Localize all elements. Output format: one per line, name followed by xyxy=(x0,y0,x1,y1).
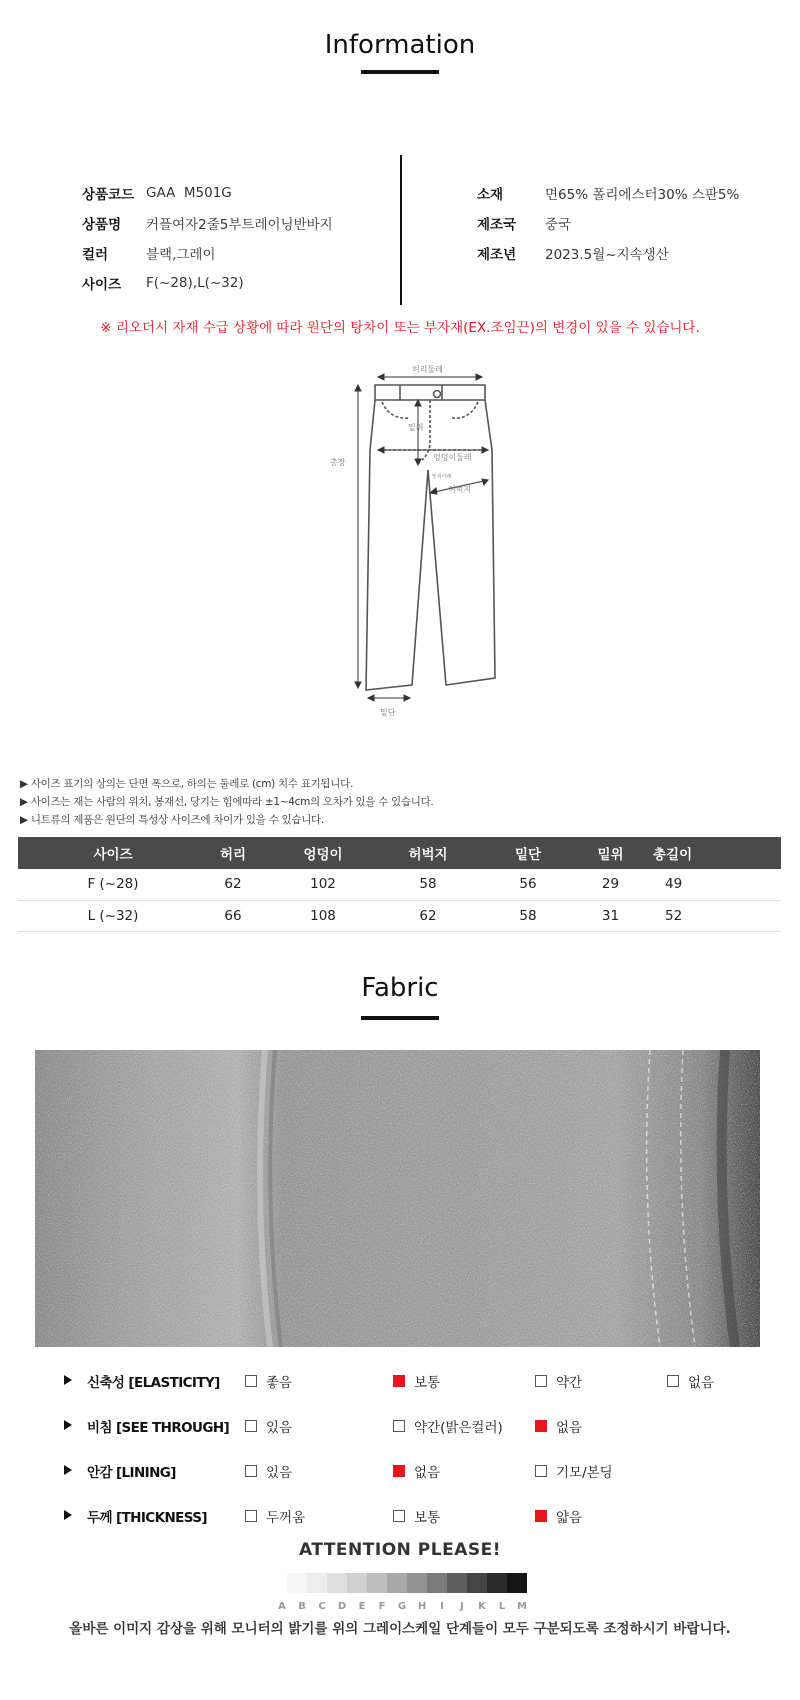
grayscale-letter: B xyxy=(298,1601,306,1612)
diagram-label-rise: 밑위 xyxy=(408,423,424,432)
table-cell: 56 xyxy=(468,869,588,900)
option-label: 없음 xyxy=(556,1420,583,1436)
property-name: 두께 [THICKNESS] xyxy=(87,1510,207,1526)
fabric-title: Fabric xyxy=(361,973,439,1003)
size-table-header: 밑위 xyxy=(588,837,633,869)
diagram-label-total: 총장 xyxy=(330,458,346,467)
info-label-code: 상품코드 xyxy=(82,187,135,203)
size-table-header: 허리 xyxy=(208,837,258,869)
table-cell: 58 xyxy=(388,869,468,900)
option-label: 두꺼움 xyxy=(266,1510,306,1526)
arrow-right-icon xyxy=(64,1375,72,1385)
info-right-column xyxy=(477,178,739,268)
grayscale-letter: G xyxy=(397,1601,407,1612)
checkbox-icon xyxy=(393,1420,405,1432)
pants-size-diagram xyxy=(330,360,530,730)
option-label: 좋음 xyxy=(266,1375,293,1391)
info-value-name: 커플여자2줄5부트레이닝반바지 xyxy=(146,217,333,233)
property-option xyxy=(245,1371,292,1391)
info-value-color: 블랙,그레이 xyxy=(146,247,216,263)
size-table-header: 밑단 xyxy=(468,837,588,869)
information-title: Information xyxy=(324,30,476,60)
grayscale-letter: J xyxy=(460,1601,464,1612)
table-cell: F (~28) xyxy=(18,869,208,900)
option-label: 기모/본딩 xyxy=(556,1465,613,1481)
size-table-header: 총길이 xyxy=(633,837,781,869)
property-option xyxy=(393,1506,440,1526)
property-option xyxy=(535,1371,582,1391)
grayscale-cell xyxy=(327,1573,347,1593)
property-option xyxy=(393,1461,440,1481)
grayscale-cell xyxy=(427,1573,447,1593)
grayscale-letters xyxy=(272,1601,532,1612)
checkbox-checked-icon xyxy=(393,1375,405,1387)
grayscale-cell xyxy=(387,1573,407,1593)
property-row-elasticity xyxy=(0,1362,800,1407)
diagram-label-crotch: 밑위아래 xyxy=(432,474,452,480)
info-label-country: 제조국 xyxy=(477,217,517,233)
grayscale-cell xyxy=(507,1573,527,1593)
grayscale-letter: D xyxy=(337,1601,347,1612)
property-row-thickness xyxy=(0,1497,800,1542)
checkbox-icon xyxy=(245,1510,257,1522)
grayscale-letter: I xyxy=(440,1601,444,1612)
info-left-column xyxy=(82,178,333,298)
size-table xyxy=(18,837,781,932)
checkbox-checked-icon xyxy=(393,1465,405,1477)
property-row-see-through xyxy=(0,1407,800,1452)
info-value-country: 중국 xyxy=(545,217,572,233)
table-cell: 66 xyxy=(208,900,258,931)
info-label-color: 컬러 xyxy=(82,247,109,263)
information-title-underline xyxy=(361,70,439,74)
property-option xyxy=(535,1461,613,1481)
fabric-closeup-image xyxy=(35,1050,760,1347)
option-label: 약간(밝은컬러) xyxy=(414,1420,503,1436)
reorder-notice: ※ 리오더시 자재 수급 상황에 따라 원단의 탕차이 또는 부자재(EX.조임끈)의 변경이 있을 수 있습니다. xyxy=(100,320,700,336)
grayscale-bar xyxy=(287,1573,527,1593)
grayscale-cell xyxy=(407,1573,427,1593)
size-note: ▶ 사이즈는 재는 사람의 위치, 봉재선, 당기는 힘에따라 ±1~4cm의 오차가 있을 수 있습니다. xyxy=(20,796,434,808)
checkbox-icon xyxy=(245,1375,257,1387)
table-cell: 62 xyxy=(388,900,468,931)
property-row-lining xyxy=(0,1452,800,1497)
grayscale-letter: E xyxy=(358,1601,366,1612)
table-row xyxy=(18,900,781,931)
diagram-label-hem: 밑단 xyxy=(380,708,396,717)
option-label: 보통 xyxy=(414,1375,441,1391)
attention-title: ATTENTION PLEASE! xyxy=(299,1540,501,1560)
checkbox-checked-icon xyxy=(535,1420,547,1432)
grayscale-cell xyxy=(367,1573,387,1593)
property-name: 안감 [LINING] xyxy=(87,1465,176,1481)
table-row xyxy=(18,869,781,900)
grayscale-cell xyxy=(287,1573,307,1593)
property-option xyxy=(245,1461,292,1481)
grayscale-letter: L xyxy=(498,1601,506,1612)
checkbox-icon xyxy=(667,1375,679,1387)
info-divider xyxy=(400,155,402,305)
table-cell: 29 xyxy=(588,869,633,900)
grayscale-cell xyxy=(347,1573,367,1593)
table-cell: 108 xyxy=(258,900,388,931)
table-cell: 49 xyxy=(633,869,781,900)
size-note: ▶ 니트류의 제품은 원단의 특성상 사이즈에 차이가 있을 수 있습니다. xyxy=(20,814,324,826)
info-value-code: GAA M501G xyxy=(146,185,232,201)
checkbox-icon xyxy=(535,1375,547,1387)
size-table-header: 허벅지 xyxy=(388,837,468,869)
property-option xyxy=(245,1506,305,1526)
grayscale-cell xyxy=(447,1573,467,1593)
grayscale-cell xyxy=(487,1573,507,1593)
grayscale-letter: K xyxy=(478,1601,486,1612)
table-cell: 52 xyxy=(633,900,781,931)
size-notes xyxy=(20,775,433,829)
size-note: ▶ 사이즈 표기의 상의는 단면 폭으로, 하의는 둘레로 (cm) 치수 표기됩니다. xyxy=(20,778,353,790)
option-label: 약간 xyxy=(556,1375,583,1391)
grayscale-cell xyxy=(467,1573,487,1593)
diagram-label-hip: 엉덩이둘레 xyxy=(433,453,472,462)
info-label-name: 상품명 xyxy=(82,217,122,233)
table-cell: L (~32) xyxy=(18,900,208,931)
monitor-brightness-note: 올바른 이미지 감상을 위해 모니터의 밝기를 위의 그레이스케일 단계들이 모두 구분되도록 조정하시기 바랍니다. xyxy=(69,1621,731,1637)
option-label: 보통 xyxy=(414,1510,441,1526)
property-option xyxy=(393,1371,440,1391)
size-table-header-row xyxy=(18,837,781,869)
property-option xyxy=(535,1416,582,1436)
size-table-header: 엉덩이 xyxy=(258,837,388,869)
grayscale-letter: H xyxy=(417,1601,427,1612)
checkbox-icon xyxy=(393,1510,405,1522)
size-table-header: 사이즈 xyxy=(18,837,208,869)
checkbox-icon xyxy=(245,1420,257,1432)
diagram-label-thigh: 허벅지 xyxy=(448,485,472,494)
option-label: 있음 xyxy=(266,1465,293,1481)
property-name: 비침 [SEE THROUGH] xyxy=(87,1420,230,1436)
property-option xyxy=(393,1416,503,1436)
option-label: 얇음 xyxy=(556,1510,583,1526)
checkbox-icon xyxy=(245,1465,257,1477)
property-name: 신축성 [ELASTICITY] xyxy=(87,1375,220,1391)
info-value-year: 2023.5월~지속생산 xyxy=(545,247,669,263)
info-label-material: 소재 xyxy=(477,187,504,203)
option-label: 없음 xyxy=(414,1465,441,1481)
fabric-properties xyxy=(0,1362,800,1542)
info-label-size: 사이즈 xyxy=(82,277,122,293)
option-label: 없음 xyxy=(688,1375,715,1391)
property-option xyxy=(535,1506,582,1526)
arrow-right-icon xyxy=(64,1465,72,1475)
table-cell: 58 xyxy=(468,900,588,931)
property-option xyxy=(667,1371,714,1391)
checkbox-icon xyxy=(535,1465,547,1477)
arrow-right-icon xyxy=(64,1420,72,1430)
grayscale-letter: F xyxy=(378,1601,386,1612)
table-cell: 102 xyxy=(258,869,388,900)
info-label-year: 제조년 xyxy=(477,247,517,263)
option-label: 있음 xyxy=(266,1420,293,1436)
fabric-texture xyxy=(35,1050,760,1347)
info-value-material: 면65% 폴리에스터30% 스판5% xyxy=(545,187,740,203)
arrow-right-icon xyxy=(64,1510,72,1520)
table-cell: 31 xyxy=(588,900,633,931)
grayscale-letter: M xyxy=(517,1601,527,1612)
property-option xyxy=(245,1416,292,1436)
grayscale-cell xyxy=(307,1573,327,1593)
checkbox-checked-icon xyxy=(535,1510,547,1522)
grayscale-letter: C xyxy=(318,1601,326,1612)
fabric-title-underline xyxy=(361,1016,439,1020)
diagram-label-waist: 허리둘레 xyxy=(412,365,443,374)
table-cell: 62 xyxy=(208,869,258,900)
grayscale-letter: A xyxy=(278,1601,286,1612)
info-value-size: F(~28),L(~32) xyxy=(146,275,244,291)
